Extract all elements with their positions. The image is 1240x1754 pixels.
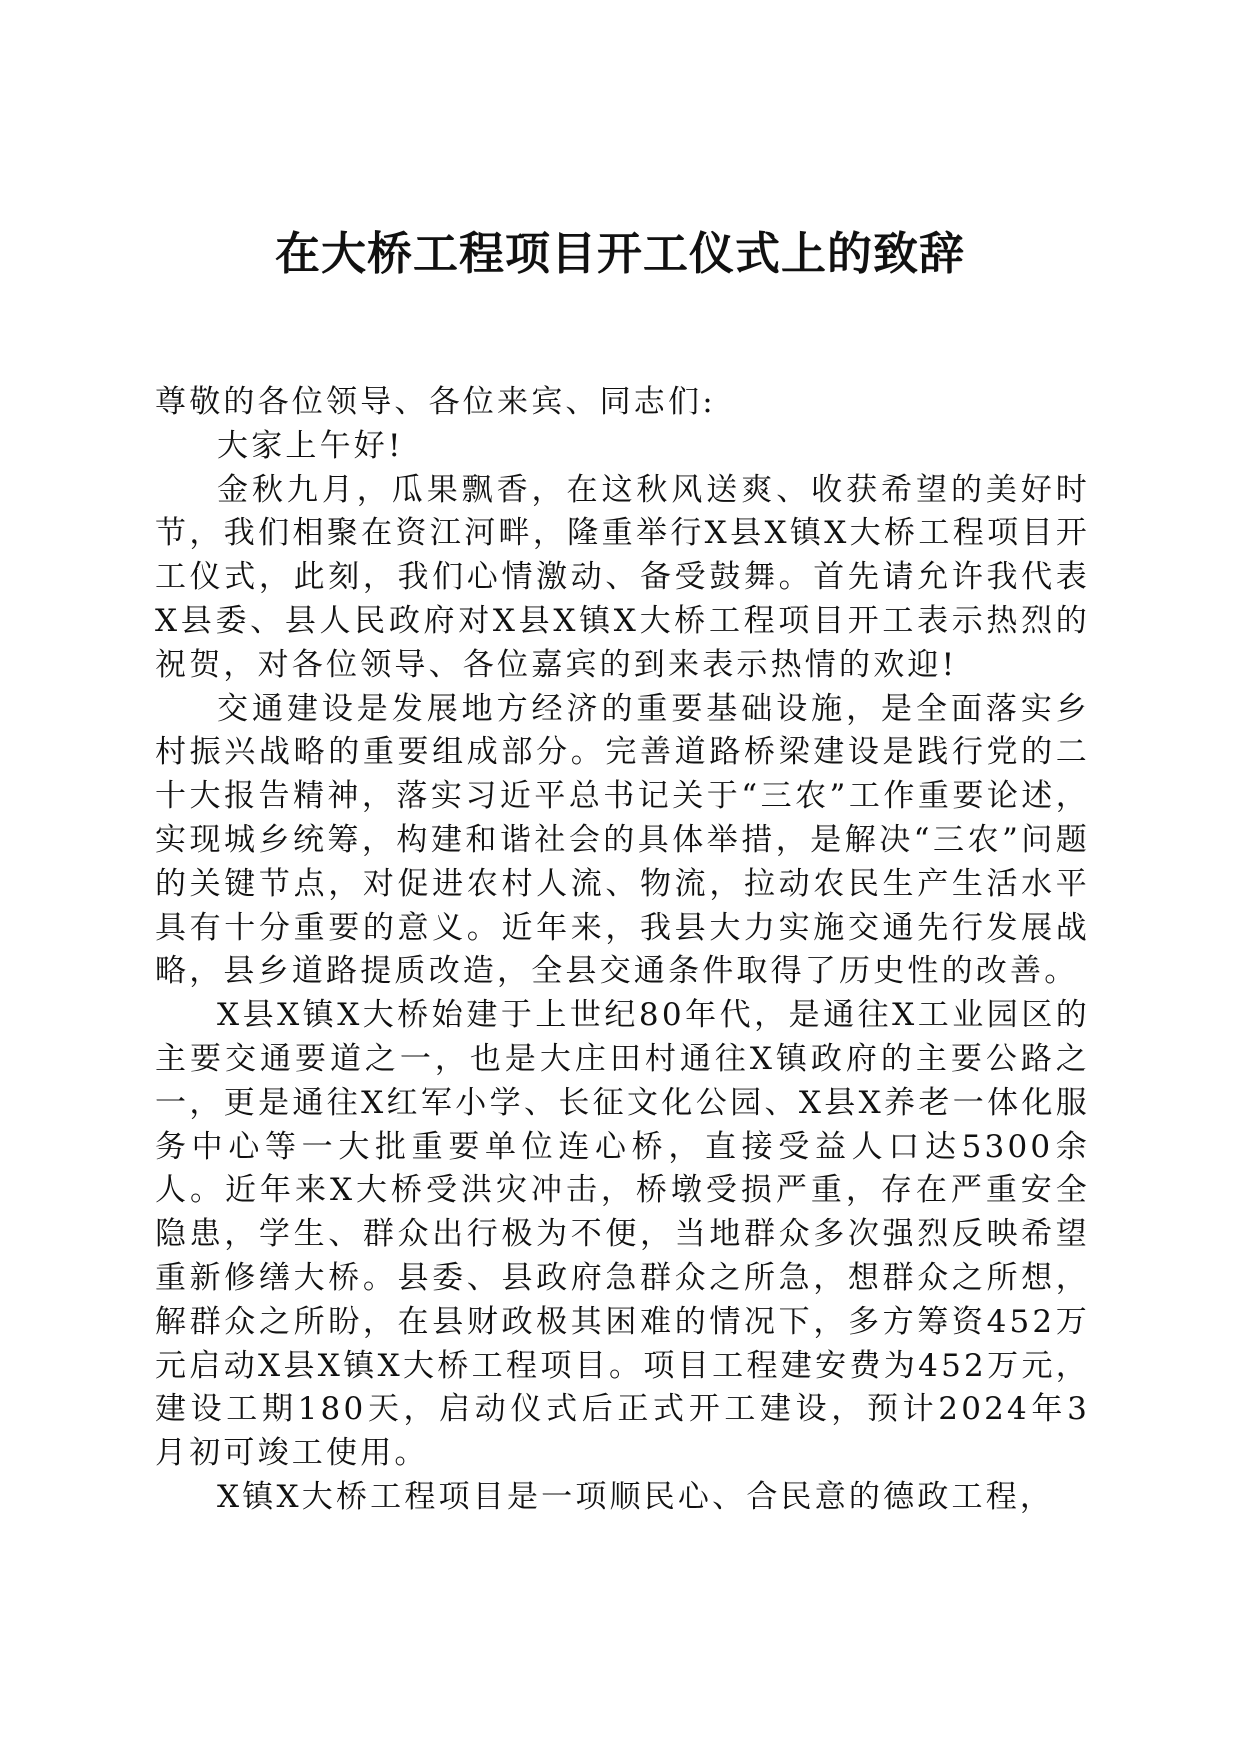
paragraph-transport: 交通建设是发展地方经济的重要基础设施，是全面落实乡村振兴战略的重要组成部分。完善道路桥梁建设是践行党的二十大报告精神，落实习近平总书记关于“三农”工作重要论述，实现城乡统筹，构建和谐社会的具体举措，是解决“三农”问题的关键节点，对促进农村人流、物流，拉动农民生产生活水平具有十分重要的意义。近年来，我县大力实施交通先行发展战略，县乡道路提质改造，全县交通条件取得了历史性的改善。: [155, 690, 1090, 990]
salutation: 尊敬的各位领导、各位来宾、同志们:: [155, 384, 716, 420]
document-body: [155, 381, 1090, 1520]
paragraph-bridge-history: X县X镇X大桥始建于上世纪80年代，是通往X工业园区的主要交通要道之一，也是大庄田村通往X镇政府的主要公路之一，更是通往X红军小学、长征文化公园、X县X养老一体化服务中心等一大批重要单位连心桥，直接受益人口达5300余人。近年来X大桥受洪灾冲击，桥墩受损严重，存在严重安全隐患，学生、群众出行极为不便，当地群众多次强烈反映希望重新修缮大桥。县委、县政府急群众之所急，想群众之所想，解群众之所盼，在县财政极其困难的情况下，多方筹资452万元启动X县X镇X大桥工程项目。项目工程建安费为452万元，建设工期180天，启动仪式后正式开工建设，预计2024年3月初可竣工使用。: [155, 997, 1090, 1472]
paragraph-project-significance: X镇X大桥工程项目是一项顺民心、合民意的德政工程，: [217, 1478, 1055, 1515]
paragraph-greeting: 大家上午好!: [217, 427, 404, 464]
paragraph-opening: 金秋九月，瓜果飘香，在这秋风送爽、收获希望的美好时节，我们相聚在资江河畔，隆重举行X县X镇X大桥工程项目开工仪式，此刻，我们心情激动、备受鼓舞。首先请允许我代表X县委、县人民政府对X县X镇X大桥工程项目开工表示热烈的祝贺，对各位领导、各位嘉宾的到来表示热情的欢迎!: [155, 471, 1090, 683]
document-title: 在大桥工程项目开工仪式上的致辞: [274, 227, 965, 280]
